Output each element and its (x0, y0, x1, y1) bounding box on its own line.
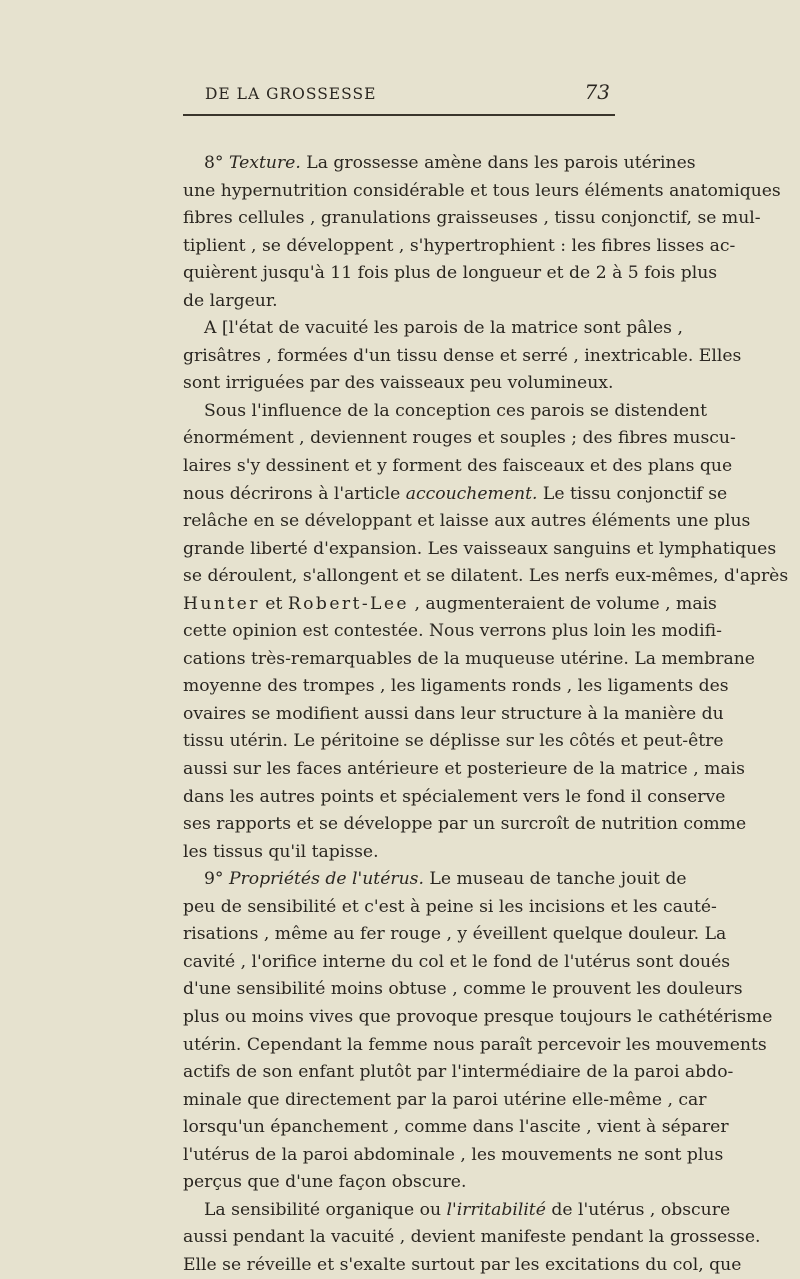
text-run: 9° (204, 869, 229, 890)
text-line (183, 646, 755, 674)
text-line (183, 536, 777, 564)
text-run: fibres cellules , granulations graisseuses , tissu conjonctif, se mul- (183, 208, 761, 229)
text-run: La sensibilité organique ou (204, 1199, 447, 1220)
text-line (183, 315, 683, 343)
text-line (183, 370, 615, 398)
text-line (183, 839, 615, 867)
text-line (183, 1004, 773, 1032)
text-line (183, 894, 717, 922)
text-run: actifs de son enfant plutôt par l'intermédiaire de la paroi abdo- (183, 1062, 734, 1083)
text-run: aussi pendant la vacuité , devient manifeste pendant la grossesse. (183, 1227, 761, 1248)
text-line (183, 508, 751, 536)
text-run: cette opinion est contestée. Nous verrons plus loin les modifi- (183, 621, 722, 642)
text-line (183, 756, 745, 784)
text-run: Le tissu conjonctif se (537, 483, 728, 504)
text-run: nous décrirons à l'article (183, 483, 406, 504)
text-run: dans les autres points et spécialement vers le fond il conserve (183, 786, 726, 807)
text-run: quièrent jusqu'à 11 fois plus de longueur et de 2 à 5 fois plus (183, 263, 718, 284)
text-run: de l'utérus , obscure (545, 1199, 731, 1220)
text-run: peu de sensibilité et c'est à peine si les incisions et les cauté- (183, 896, 717, 917)
text-line (183, 425, 736, 453)
text-line (183, 1169, 615, 1197)
text-line (183, 976, 743, 1004)
spaced-name: Robert-Lee (287, 593, 409, 614)
spaced-name: Hunter (183, 593, 260, 614)
text-line (183, 398, 708, 426)
italic-text: Propriétés de l'utérus. (229, 869, 424, 890)
text-run: laires s'y dessinent et y forment des faisceaux et des plans que (183, 456, 733, 477)
text-line (183, 1197, 731, 1225)
text-line (183, 784, 726, 812)
text-run: ovaires se modifient aussi dans leur structure à la manière du (183, 703, 724, 724)
text-run: les tissus qu'il tapisse. (183, 841, 379, 862)
text-run: grisâtres , formées d'un tissu dense et serré , inextricable. Elles (183, 345, 742, 366)
page-number: 73 (584, 80, 610, 104)
text-run: cations très-remarquables de la muqueuse utérine. La membrane (183, 648, 755, 669)
page-header (185, 80, 640, 104)
text-run: tissu utérin. Le péritoine se déplisse sur les côtés et peut-être (183, 731, 724, 752)
italic-text: l'irritabilité (446, 1199, 546, 1220)
text-line (183, 1032, 767, 1060)
text-run: perçus que d'une façon obscure. (183, 1172, 467, 1193)
text-line (183, 453, 733, 481)
text-line (183, 481, 728, 509)
text-run: A [l'état de vacuité les parois de la matrice sont pâles , (204, 318, 683, 339)
text-line (183, 343, 742, 371)
text-line (183, 1224, 761, 1252)
header-rule (183, 114, 615, 116)
italic-text: accouchement. (405, 483, 538, 504)
text-line (183, 728, 724, 756)
text-run: tiplient , se développent , s'hypertrophient : les fibres lisses ac- (183, 235, 736, 256)
text-run: moyenne des trompes , les ligaments ronds , les ligaments des (183, 676, 729, 697)
italic-text: Texture. (229, 153, 301, 173)
text-line (183, 1087, 707, 1115)
text-run: Sous l'influence de la conception ces parois se distendent (204, 400, 708, 421)
running-head: DE LA GROSSESSE (205, 85, 377, 103)
text-line (183, 618, 722, 646)
text-line (183, 866, 687, 894)
text-line (183, 1252, 742, 1279)
text-run: risations , même au fer rouge , y éveillent quelque douleur. La (183, 924, 727, 945)
text-run: et (259, 593, 288, 614)
body-text (183, 150, 789, 1279)
text-run: Le museau de tanche jouit de (423, 869, 687, 890)
text-line (183, 921, 727, 949)
text-line (183, 1059, 734, 1087)
text-run: se déroulent, s'allongent et se dilatent. Les nerfs eux-mêmes, d'après (183, 566, 789, 587)
text-line (183, 288, 615, 316)
text-run: l'utérus de la paroi abdominale , les mouvements ne sont plus (183, 1144, 724, 1165)
text-run: cavité , l'orifice interne du col et le fond de l'utérus sont doués (183, 951, 731, 972)
text-line (183, 233, 736, 261)
text-run: plus ou moins vives que provoque presque toujours le cathétérisme (183, 1006, 773, 1027)
text-line (183, 178, 781, 206)
text-run: grande liberté d'expansion. Les vaisseaux sanguins et lymphatiques (183, 538, 777, 559)
text-run: minale que directement par la paroi utérine elle-même , car (183, 1089, 707, 1110)
text-run: 8° (204, 153, 229, 173)
text-run: La grossesse amène dans les parois utérines (300, 153, 696, 173)
text-line (183, 949, 731, 977)
text-run: énormément , deviennent rouges et souples ; des fibres muscu- (183, 428, 736, 449)
text-line (183, 1142, 724, 1170)
text-run: de largeur. (183, 290, 278, 311)
text-run: d'une sensibilité moins obtuse , comme le prouvent les douleurs (183, 979, 743, 1000)
text-run: ses rapports et se développe par un surcroît de nutrition comme (183, 814, 747, 835)
text-line (183, 591, 717, 619)
text-line (183, 260, 718, 288)
text-line (183, 1114, 729, 1142)
text-run: lorsqu'un épanchement , comme dans l'ascite , vient à séparer (183, 1117, 729, 1138)
text-line (183, 205, 761, 233)
text-line (183, 150, 696, 178)
text-line (183, 673, 729, 701)
text-run: Elle se réveille et s'exalte surtout par les excitations du col, que (183, 1254, 742, 1275)
text-run: sont irriguées par des vaisseaux peu volumineux. (183, 373, 614, 394)
text-run: , augmenteraient de volume , mais (409, 593, 717, 614)
text-run: une hypernutrition considérable et tous leurs éléments anatomiques (183, 180, 781, 201)
text-run: utérin. Cependant la femme nous paraît percevoir les mouvements (183, 1034, 767, 1055)
text-line (183, 563, 789, 591)
text-line (183, 811, 747, 839)
text-run: relâche en se développant et laisse aux autres éléments une plus (183, 511, 751, 532)
text-line (183, 701, 724, 729)
text-run: aussi sur les faces antérieure et posterieure de la matrice , mais (183, 759, 745, 780)
